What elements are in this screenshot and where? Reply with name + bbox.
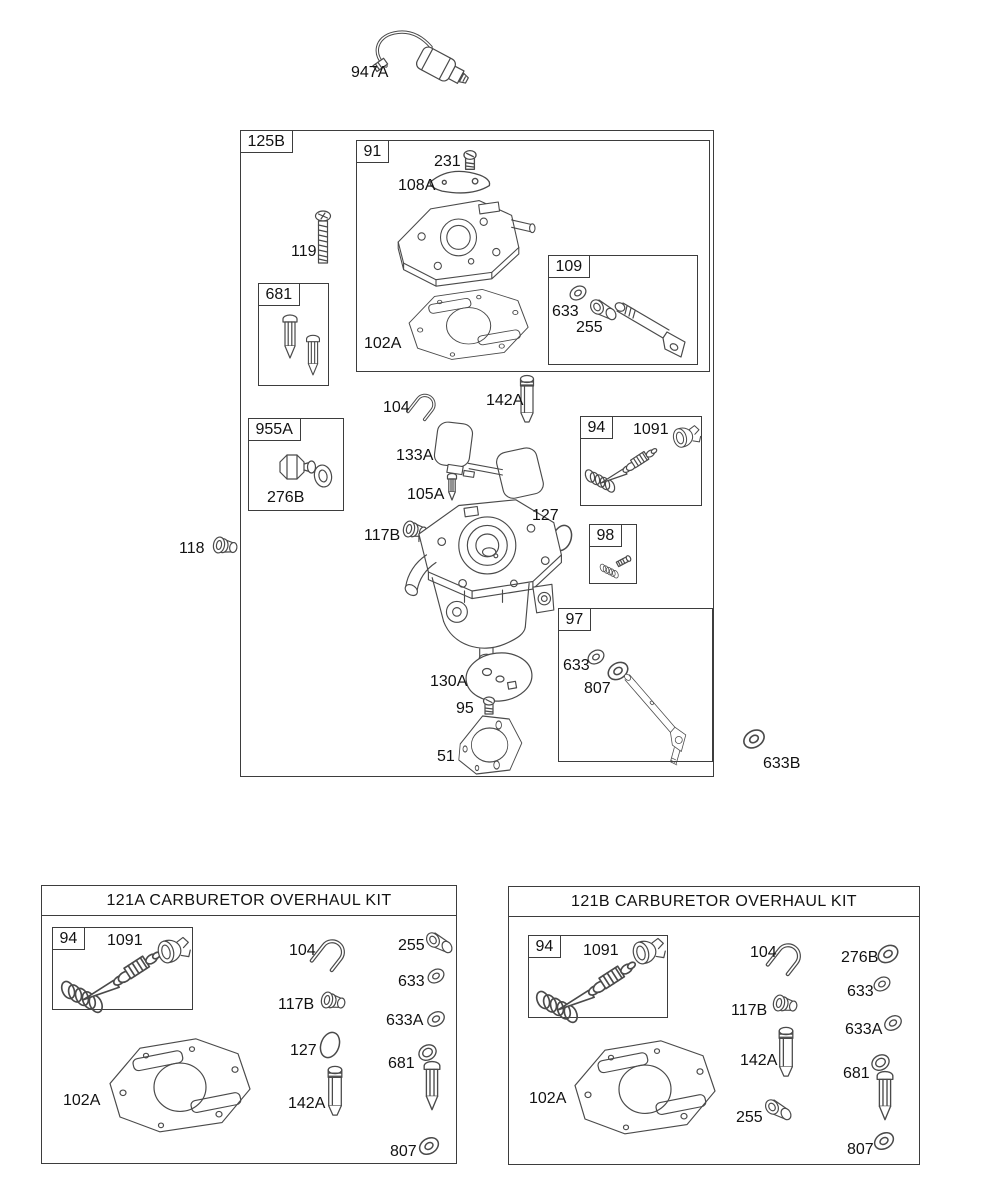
- callout-117B-kitA: 117B: [278, 996, 315, 1013]
- group-box-label-91: 91: [356, 140, 390, 163]
- callout-142A-kitA: 142A: [288, 1095, 326, 1112]
- callout-104-kitA: 104: [289, 942, 316, 959]
- callout-681-kitA: 681: [388, 1055, 415, 1072]
- group-box-label-125B: 125B: [240, 130, 293, 153]
- group-box-label-97: 97: [558, 608, 592, 631]
- group-box-label-109: 109: [548, 255, 591, 278]
- callout-51: 51: [437, 748, 455, 765]
- callout-104-main: 104: [383, 399, 410, 416]
- callout-947A: 947A: [351, 64, 389, 81]
- group-box-681: [258, 283, 329, 386]
- callout-119: 119: [291, 243, 317, 260]
- callout-276B-box955A: 276B: [267, 489, 305, 506]
- group-box-label-955A: 955A: [248, 418, 301, 441]
- callout-117B-main: 117B: [364, 527, 401, 544]
- kit-title-121B: 121B CARBURETOR OVERHAUL KIT: [509, 887, 919, 917]
- kit-title-121A: 121A CARBURETOR OVERHAUL KIT: [42, 886, 456, 916]
- callout-108A: 108A: [398, 177, 436, 194]
- group-box-label-681: 681: [258, 283, 301, 306]
- callout-231: 231: [434, 153, 461, 170]
- callout-142A-kitB: 142A: [740, 1052, 778, 1069]
- callout-133A: 133A: [396, 447, 434, 464]
- callout-633A-kitB: 633A: [845, 1021, 883, 1038]
- callout-807-kitB: 807: [847, 1141, 874, 1158]
- callout-633-box109: 633: [552, 303, 579, 320]
- callout-807-kitA: 807: [390, 1143, 417, 1160]
- callout-633-kitA: 633: [398, 973, 425, 990]
- callout-117B-kitB: 117B: [731, 1002, 768, 1019]
- callout-1091-kitB: 1091: [583, 942, 619, 959]
- callout-807-box97: 807: [584, 680, 611, 697]
- callout-633B: 633B: [763, 755, 801, 772]
- callout-1091-kitA: 1091: [107, 932, 143, 949]
- kit-121A-box-label-94: 94: [52, 927, 86, 950]
- callout-127-main: 127: [532, 507, 559, 524]
- callout-255-kitB: 255: [736, 1109, 763, 1126]
- callout-276B-kitB: 276B: [841, 949, 879, 966]
- part-art-118: [212, 536, 238, 556]
- callout-255-kitA: 255: [398, 937, 425, 954]
- part-art-947A: [373, 32, 473, 91]
- callout-127-kitA: 127: [290, 1042, 317, 1059]
- group-box-98: [589, 524, 637, 584]
- callout-102A-main: 102A: [364, 335, 402, 352]
- callout-95: 95: [456, 700, 474, 717]
- callout-118: 118: [179, 540, 205, 557]
- callout-1091-main: 1091: [633, 421, 669, 438]
- callout-142A-main: 142A: [486, 392, 524, 409]
- callout-633A-kitA: 633A: [386, 1012, 424, 1029]
- callout-130A: 130A: [430, 673, 468, 690]
- kit-121B-box-label-94: 94: [528, 935, 562, 958]
- callout-105A: 105A: [407, 486, 445, 503]
- group-box-label-98: 98: [589, 524, 623, 547]
- part-art-633B: [741, 726, 768, 751]
- callout-633-box97: 633: [563, 657, 590, 674]
- callout-255-box109: 255: [576, 319, 603, 336]
- callout-681-kitB: 681: [843, 1065, 870, 1082]
- callout-102A-kitB: 102A: [529, 1090, 567, 1107]
- group-box-label-94-main: 94: [580, 416, 614, 439]
- group-box-97: [558, 608, 713, 762]
- callout-633-kitB: 633: [847, 983, 874, 1000]
- callout-102A-kitA: 102A: [63, 1092, 101, 1109]
- callout-104-kitB: 104: [750, 944, 777, 961]
